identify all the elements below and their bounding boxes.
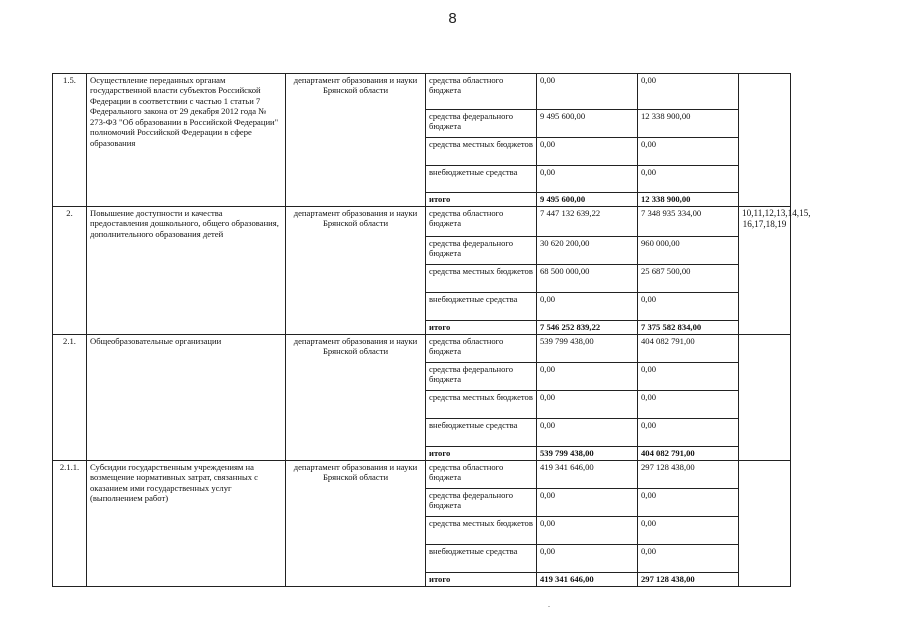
funding-value-2: 12 338 900,00 [638,110,739,138]
funding-value-1: 0,00 [537,419,638,447]
funding-value-2: 404 082 791,00 [638,335,739,363]
total-label: итого [426,573,537,587]
item-number: 2. [53,207,87,335]
funding-value-2: 0,00 [638,74,739,110]
funding-source: внебюджетные средства [426,166,537,193]
page-number: 8 [448,10,457,27]
funding-value-1: 7 447 132 639,22 [537,207,638,237]
funding-value-1: 0,00 [537,293,638,321]
funding-source: средства федерального бюджета [426,110,537,138]
total-value-1: 9 495 600,00 [537,193,638,207]
funding-value-2: 0,00 [638,517,739,545]
item-department: департамент образования и науки Брянской области [286,74,426,207]
funding-value-2: 0,00 [638,138,739,166]
indicator-refs: 10,11,12,13,14,15, 16,17,18,19 [739,207,791,335]
funding-value-2: 7 348 935 334,00 [638,207,739,237]
funding-value-2: 0,00 [638,166,739,193]
funding-value-1: 0,00 [537,363,638,391]
funding-value-2: 25 687 500,00 [638,265,739,293]
funding-value-2: 0,00 [638,293,739,321]
funding-value-1: 0,00 [537,166,638,193]
item-department: департамент образования и науки Брянской области [286,335,426,461]
indicator-refs [739,461,791,587]
indicator-refs [739,74,791,207]
funding-source: средства местных бюджетов [426,517,537,545]
funding-value-1: 419 341 646,00 [537,461,638,489]
funding-value-2: 0,00 [638,363,739,391]
funding-value-1: 0,00 [537,489,638,517]
funding-source: средства федерального бюджета [426,237,537,265]
funding-value-1: 9 495 600,00 [537,110,638,138]
funding-value-2: 960 000,00 [638,237,739,265]
funding-source: средства местных бюджетов [426,138,537,166]
funding-source: внебюджетные средства [426,545,537,573]
total-value-1: 7 546 252 839,22 [537,321,638,335]
item-department: департамент образования и науки Брянской области [286,461,426,587]
total-value-2: 12 338 900,00 [638,193,739,207]
funding-source: средства областного бюджета [426,207,537,237]
funding-value-1: 539 799 438,00 [537,335,638,363]
funding-value-2: 0,00 [638,545,739,573]
item-name: Повышение доступности и качества предоставления дошкольного, общего образования, дополнительного образования детей [87,207,286,335]
funding-source: средства местных бюджетов [426,265,537,293]
scan-speck [548,606,550,607]
funding-value-2: 0,00 [638,489,739,517]
funding-value-2: 297 128 438,00 [638,461,739,489]
funding-value-1: 68 500 000,00 [537,265,638,293]
funding-source: средства местных бюджетов [426,391,537,419]
funding-value-1: 0,00 [537,138,638,166]
funding-value-1: 30 620 200,00 [537,237,638,265]
table-row [53,74,791,110]
indicator-refs [739,335,791,461]
table-row [53,335,791,363]
total-label: итого [426,193,537,207]
item-number: 2.1. [53,335,87,461]
table-body [53,74,811,587]
funding-value-1: 0,00 [537,74,638,110]
funding-source: средства федерального бюджета [426,363,537,391]
funding-source: средства федерального бюджета [426,489,537,517]
item-name: Общеобразовательные организации [87,335,286,461]
total-value-1: 539 799 438,00 [537,447,638,461]
item-number: 1.5. [53,74,87,207]
funding-value-1: 0,00 [537,391,638,419]
item-department: департамент образования и науки Брянской области [286,207,426,335]
funding-value-1: 0,00 [537,517,638,545]
item-number: 2.1.1. [53,461,87,587]
table-row [53,207,791,237]
total-value-2: 404 082 791,00 [638,447,739,461]
funding-source: внебюджетные средства [426,293,537,321]
funding-source: средства областного бюджета [426,335,537,363]
item-name: Субсидии государственным учреждениям на возмещение нормативных затрат, связанных с оказанием ими государственных услуг (выполнением работ) [87,461,286,587]
funding-value-2: 0,00 [638,391,739,419]
funding-value-2: 0,00 [638,419,739,447]
funding-source: внебюджетные средства [426,419,537,447]
item-name: Осуществление переданных органам государственной власти субъектов Российской Федерации в соответствии с частью 1 статьи 7 Федерального закона от 29 декабря 2012 года № 273-ФЗ "Об образовании в Российской Федерации" полномочий Российской Федерации в сфере образования [87,74,286,207]
funding-value-1: 0,00 [537,545,638,573]
table-row [53,461,791,489]
total-value-1: 419 341 646,00 [537,573,638,587]
total-value-2: 7 375 582 834,00 [638,321,739,335]
budget-table [52,73,811,587]
total-label: итого [426,321,537,335]
total-label: итого [426,447,537,461]
total-value-2: 297 128 438,00 [638,573,739,587]
funding-source: средства областного бюджета [426,461,537,489]
funding-source: средства областного бюджета [426,74,537,110]
